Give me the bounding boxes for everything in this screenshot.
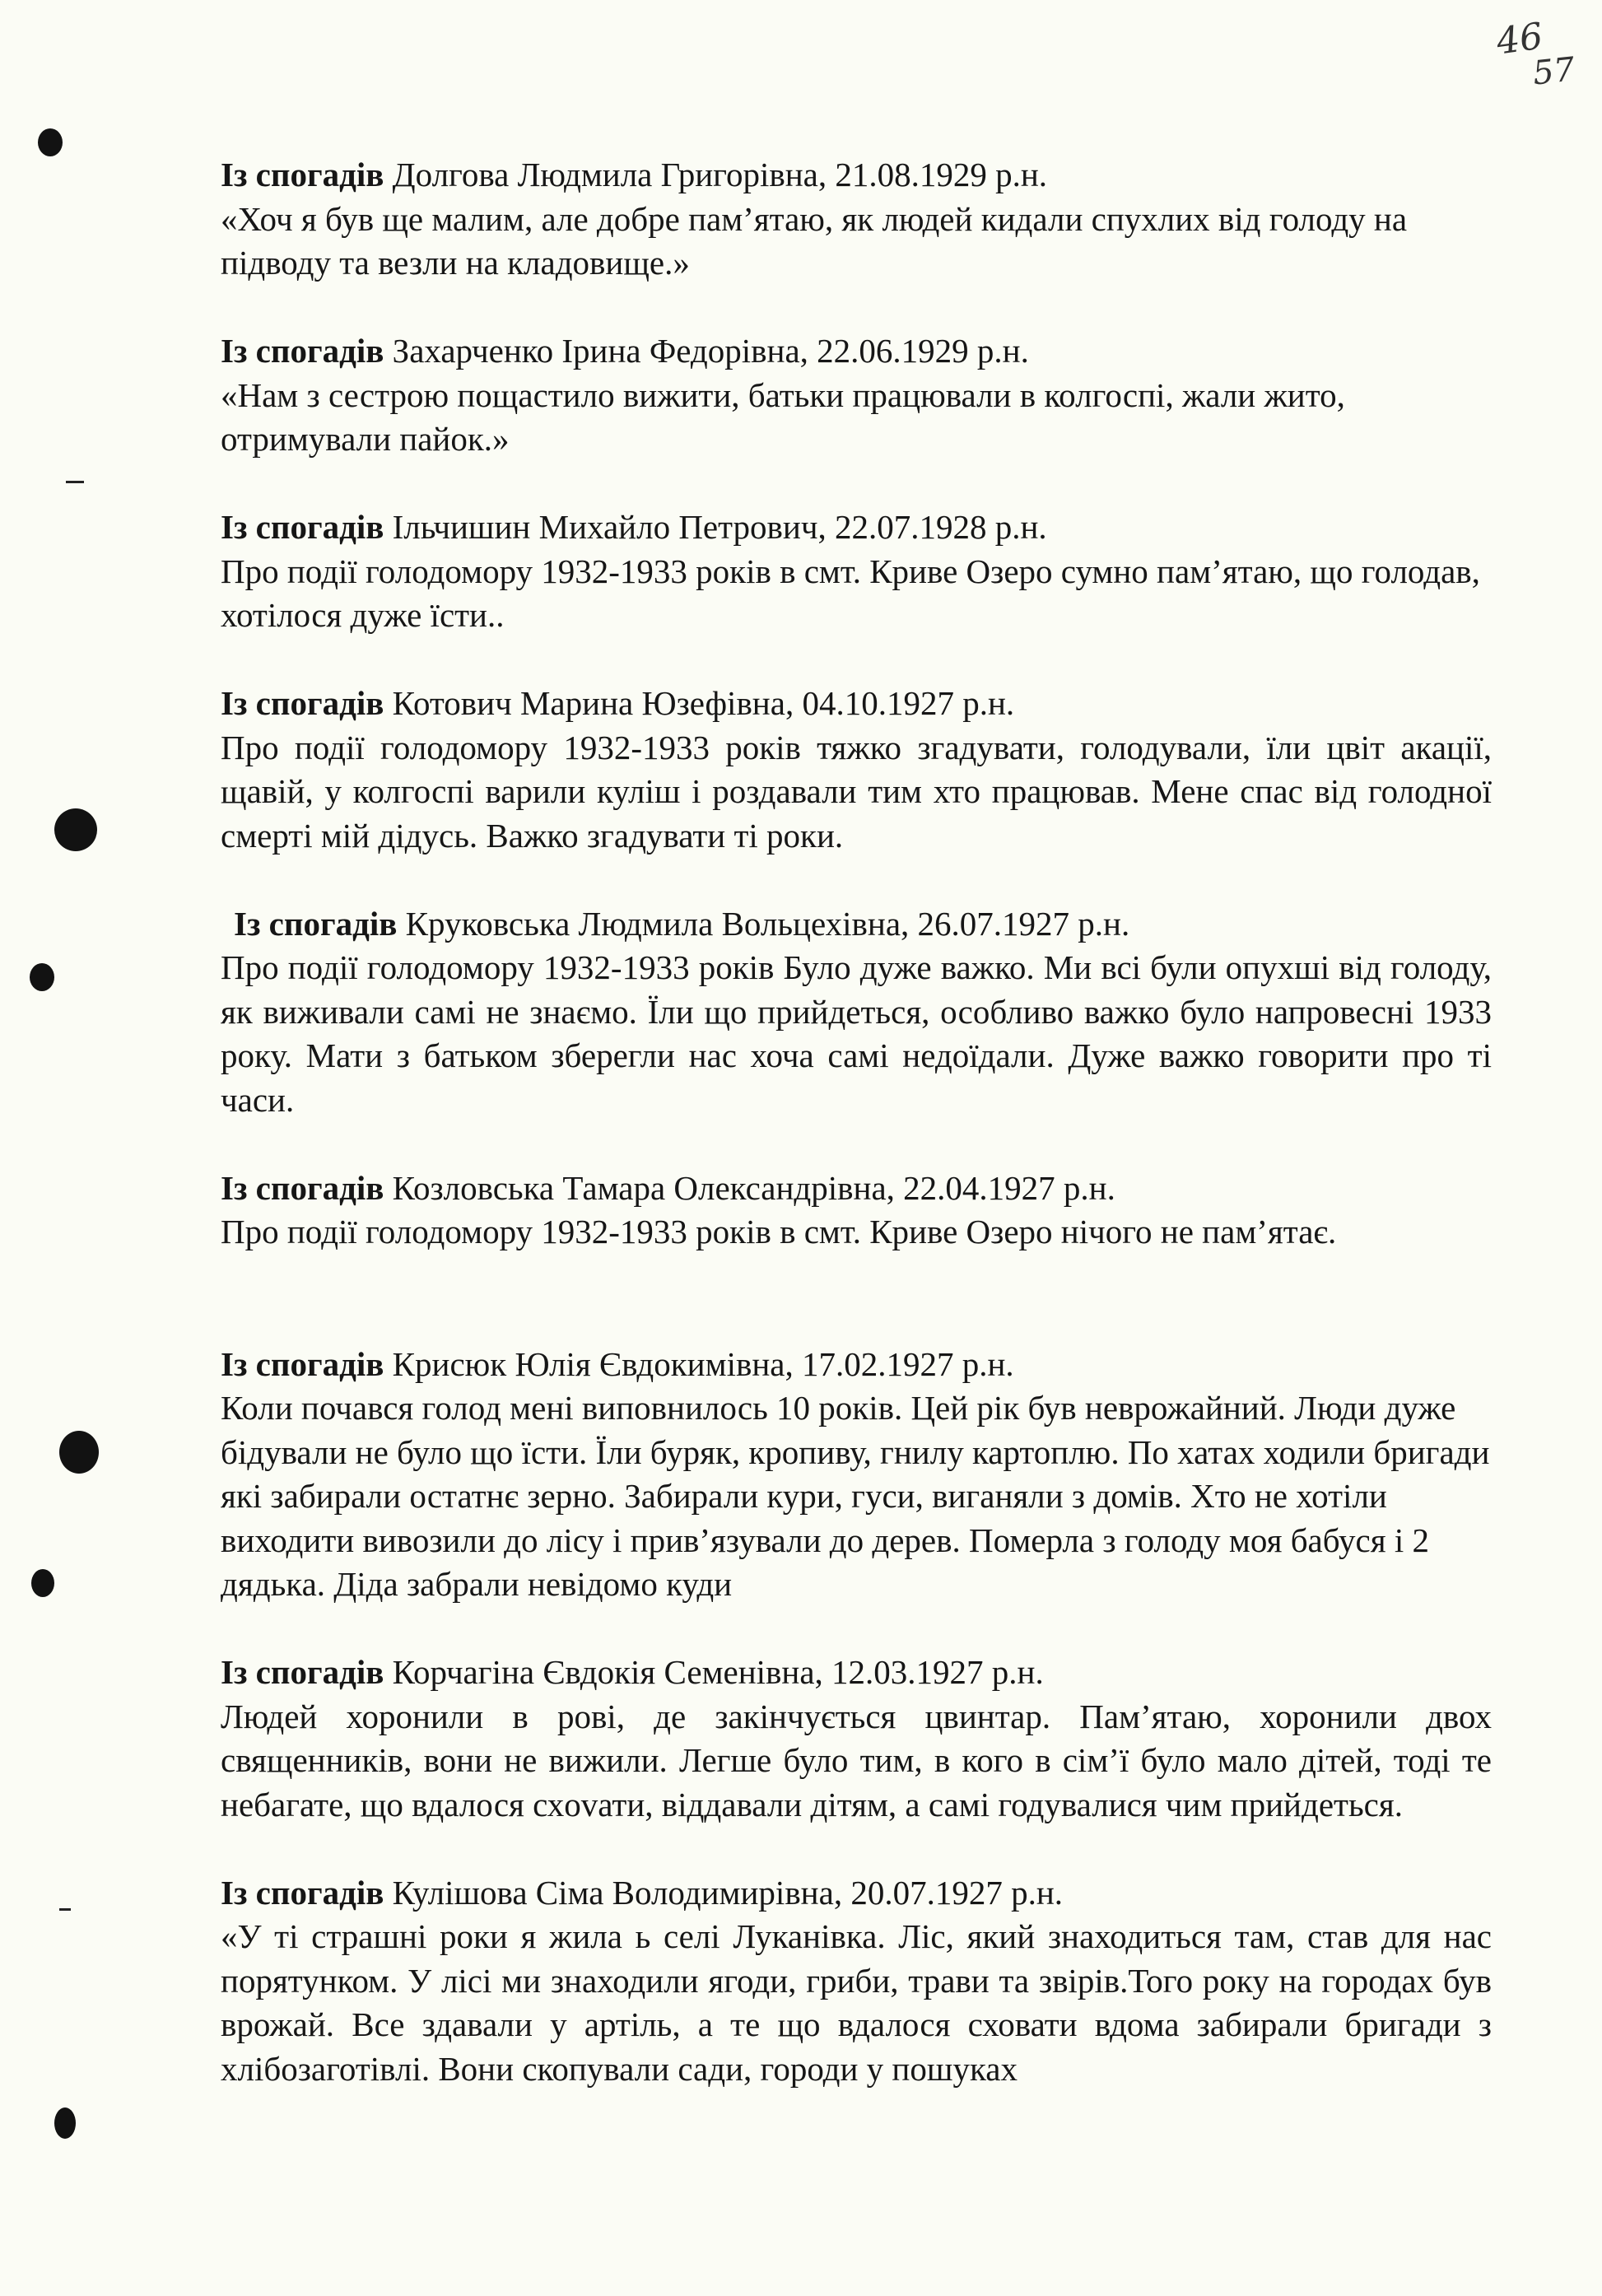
entry-text: Людей хоронили в рові, де закінчується цвинтар. Пам’ятаю, хоронили двох священників, вони не вижили. Легше було тим, в кого в сім’ї було мало дітей, тоді те небагате, що вдалося схovати, віддавали дітям, а самі годувалися чим прийдеться. [221, 1697, 1492, 1823]
entry-label: Із спогадів [221, 1344, 384, 1383]
entry-header [221, 1167, 1492, 1211]
entry-label: Із спогадів [221, 508, 384, 546]
entry-header [221, 153, 1492, 198]
entry-header [221, 505, 1492, 550]
recollection-entry [221, 1651, 1492, 1827]
entry-text: «Нам з сестрою пощастило вижити, батьки працювали в колгоспі, жали жито, отримували пайок.» [221, 375, 1345, 458]
entry-person: Корчагіна Євдокія Семенівна, 12.03.1927 р.н. [392, 1653, 1044, 1691]
entry-header [221, 329, 1492, 374]
recollection-entry [221, 902, 1492, 1123]
recollection-entry [221, 1871, 1492, 2092]
recollection-entry [221, 329, 1492, 462]
punch-hole [31, 1569, 54, 1597]
entry-text: Про події голодомору 1932-1933 років в смт. Криве Озеро сумно пам’ятаю, що голодав, хотілося дуже їсти.. [221, 552, 1480, 634]
entry-text: Про події голодомору 1932-1933 років Було дуже важко. Ми всі були опухші від голоду, як виживали самі не знаємо. Їли що прийдеться, особливо важко було напровесні 1933 року. Мати з батьком зберегли нас хоча самі недоїдали. Дуже важко говорити про ті часи. [221, 948, 1492, 1119]
entry-person: Кулішова Сіма Володимирівна, 20.07.1927 р.н. [392, 1873, 1064, 1912]
margin-mark [66, 481, 84, 483]
entry-person: Козловська Тамара Олександрівна, 22.04.1927 р.н. [392, 1168, 1115, 1207]
handwritten-page-number-secondary: 57 [1530, 50, 1577, 93]
entry-person: Крисюк Юлія Євдокимівна, 17.02.1927 р.н. [392, 1344, 1014, 1383]
entry-label: Із спогадів [221, 156, 384, 193]
margin-mark [59, 1908, 71, 1911]
entry-header [221, 1871, 1492, 1916]
punch-hole [30, 963, 54, 991]
entry-label: Із спогадів [221, 1168, 384, 1207]
recollection-entry [221, 682, 1492, 858]
handwritten-page-number: 46 [1493, 15, 1546, 63]
entry-header [221, 902, 1492, 947]
punch-hole [54, 808, 97, 851]
entry-header [221, 1651, 1492, 1695]
punch-hole [59, 1431, 99, 1474]
entry-person: Ільчишин Михайло Петрович, 22.07.1928 р.н. [392, 508, 1047, 546]
recollection-entry [221, 1167, 1492, 1255]
entry-label: Із спогадів [221, 1653, 384, 1691]
entry-label: Із спогадів [221, 1873, 384, 1912]
punch-hole [54, 2107, 76, 2139]
entry-label: Із спогадів [221, 684, 384, 722]
entry-label: Із спогадів [221, 332, 384, 370]
recollections-list [221, 153, 1492, 2091]
entry-text: «Хоч я був ще малим, але добре пам’ятаю, як людей кидали спухлих від голоду на підводу та везли на кладовище.» [221, 199, 1408, 282]
entry-person: Круковська Людмила Вольцехівна, 26.07.1927 р.н. [405, 904, 1130, 943]
recollection-entry [221, 505, 1492, 638]
entry-header [221, 682, 1492, 726]
recollection-entry [221, 153, 1492, 286]
punch-hole [38, 128, 63, 156]
entry-person: Котович Марина Юзефівна, 04.10.1927 р.н. [392, 684, 1015, 722]
entry-person: Захарченко Ірина Федорівна, 22.06.1929 р.н. [392, 332, 1029, 370]
entry-text: Про події голодомору 1932-1933 років в смт. Криве Озеро нічого не пам’ятає. [221, 1213, 1337, 1250]
entry-text: Коли почався голод мені виповнилось 10 років. Цей рік був неврожайний. Люди дуже бідували не було що їсти. Їли буряк, кропиву, гнилу картоплю. По хатах ходили бригади які забирали остатнє зерно. Забирали кури, гуси, виганяли з домів. Хто не хотіли виходити вивозили до лісу і прив’язували до дерев. Померла з голоду моя бабуся і 2 дядька. Діда забрали невідомо куди [221, 1389, 1490, 1603]
entry-text: «У ті страшні роки я жила ь селі Луканівка. Ліс, який знаходиться там, став для нас порятунком. У лісі ми знаходили ягоди, гриби, трави та звірів.Того року на городах був врожай. Все здавали у артіль, а те що вдалося сховати вдома забирали бригади з хлібозаготівлі. Вони скопували сади, городи у пошуках [221, 1917, 1492, 2088]
entry-text: Про події голодомору 1932-1933 років тяжко згадувати, голодували, їли цвіт акації, щавій, у колгоспі варили куліш і роздавали тим хто працював. Мене спас від голодної смерті мій дідусь. Важко згадувати ті роки. [221, 728, 1492, 855]
entry-label: Із спогадів [234, 904, 398, 943]
recollection-entry [221, 1343, 1492, 1607]
entry-header [221, 1343, 1492, 1387]
entry-person: Долгова Людмила Григорівна, 21.08.1929 р.н. [392, 156, 1048, 193]
